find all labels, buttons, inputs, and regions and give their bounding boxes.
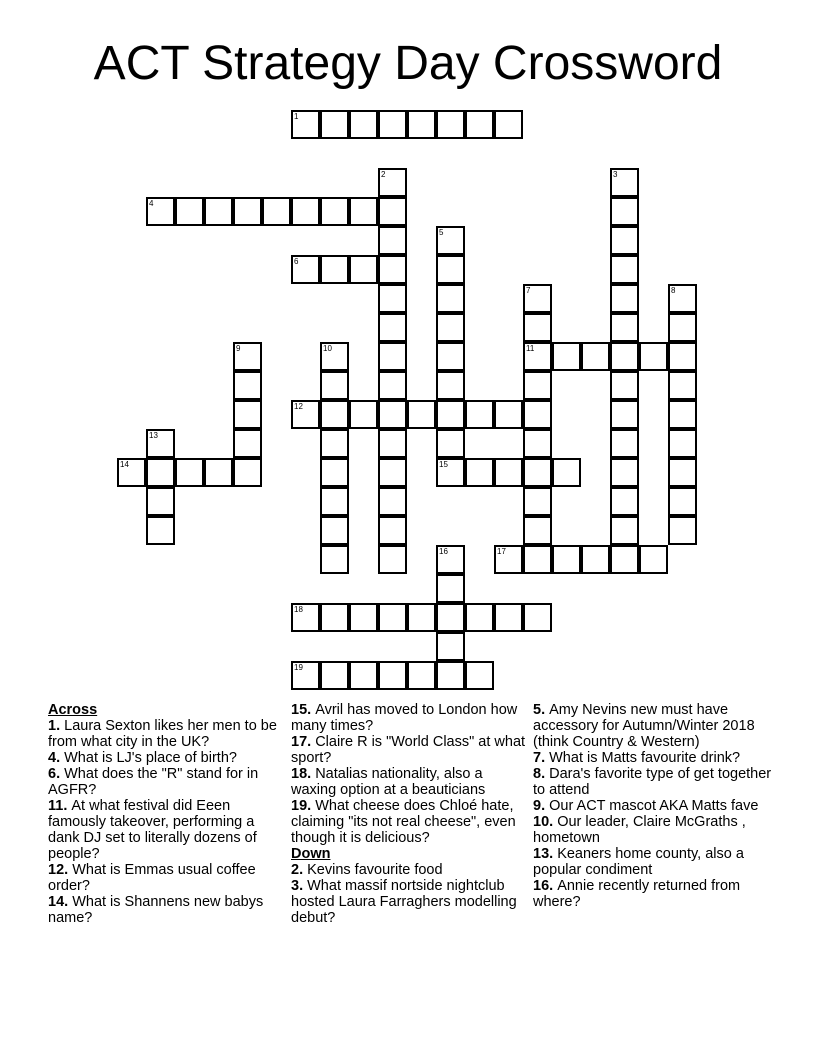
- cell-number: 7: [526, 286, 531, 295]
- grid-cell[interactable]: [436, 458, 465, 487]
- grid-cell[interactable]: [407, 661, 436, 690]
- grid-cell[interactable]: [291, 255, 320, 284]
- grid-cell[interactable]: [436, 574, 465, 603]
- across-clue: [48, 798, 284, 862]
- grid-cell[interactable]: [378, 545, 407, 574]
- clue-text: At what festival did Eeen famously takeover, performing a dank DJ set to literally dozens of people?: [48, 798, 257, 862]
- clue-text: Laura Sexton likes her men to be from what city in the UK?: [48, 718, 277, 750]
- grid-cell[interactable]: [436, 342, 465, 371]
- clue-text: Avril has moved to London how many times?: [291, 702, 518, 734]
- page-title: ACT Strategy Day Crossword: [93, 37, 723, 90]
- clues-column-2: [291, 702, 529, 926]
- grid-cell[interactable]: [436, 632, 465, 661]
- grid-cell[interactable]: [465, 110, 494, 139]
- grid-cell[interactable]: [494, 545, 523, 574]
- grid-cell[interactable]: [378, 255, 407, 284]
- grid-cell[interactable]: [378, 110, 407, 139]
- grid-cell[interactable]: [378, 487, 407, 516]
- grid-cell[interactable]: [610, 255, 639, 284]
- grid-cell[interactable]: [349, 661, 378, 690]
- grid-cell[interactable]: [117, 458, 146, 487]
- grid-cell[interactable]: [233, 371, 262, 400]
- clue-number: 11.: [48, 798, 72, 814]
- clue-number: 9.: [533, 798, 550, 814]
- grid-cell[interactable]: [610, 197, 639, 226]
- grid-cell[interactable]: [320, 429, 349, 458]
- cell-number: 5: [439, 228, 444, 237]
- clue-number: 15.: [291, 702, 316, 718]
- grid-cell[interactable]: [668, 458, 697, 487]
- grid-cell[interactable]: [378, 226, 407, 255]
- clue-text: Our ACT mascot AKA Matts fave: [549, 798, 759, 814]
- clue-text: Natalias nationality, also a waxing option at a beauticians: [291, 766, 486, 798]
- grid-cell[interactable]: [291, 110, 320, 139]
- grid-cell[interactable]: [610, 168, 639, 197]
- clue-number: 18.: [291, 766, 316, 782]
- grid-cell[interactable]: [465, 661, 494, 690]
- across-clue: [291, 798, 529, 846]
- down-clue: [533, 878, 773, 910]
- grid-cell[interactable]: [233, 400, 262, 429]
- clue-text: What is Shannens new babys name?: [48, 894, 264, 926]
- grid-cell[interactable]: [610, 429, 639, 458]
- grid-cell[interactable]: [523, 284, 552, 313]
- across-clue: [291, 766, 529, 798]
- clue-number: 14.: [48, 894, 73, 910]
- grid-cell[interactable]: [146, 487, 175, 516]
- down-clue: [291, 862, 529, 878]
- clue-text: Dara's favorite type of get together to attend: [533, 766, 772, 798]
- grid-cell[interactable]: [610, 516, 639, 545]
- grid-cell[interactable]: [291, 661, 320, 690]
- grid-cell[interactable]: [668, 313, 697, 342]
- clue-number: 16.: [533, 878, 558, 894]
- across-heading: Across: [48, 702, 98, 718]
- grid-cell[interactable]: [146, 197, 175, 226]
- grid-cell[interactable]: [320, 400, 349, 429]
- clue-number: 10.: [533, 814, 558, 830]
- across-clue: [48, 894, 284, 926]
- clue-number: 5.: [533, 702, 550, 718]
- clues-column-1: [48, 702, 284, 926]
- grid-cell[interactable]: [610, 284, 639, 313]
- grid-cell[interactable]: [668, 400, 697, 429]
- cell-number: 10: [323, 344, 332, 353]
- grid-cell[interactable]: [523, 458, 552, 487]
- clue-text: What is LJ's place of birth?: [64, 750, 237, 766]
- grid-cell[interactable]: [465, 400, 494, 429]
- cell-number: 18: [294, 605, 303, 614]
- grid-cell[interactable]: [378, 197, 407, 226]
- grid-cell[interactable]: [668, 487, 697, 516]
- clue-number: 19.: [291, 798, 316, 814]
- grid-cell[interactable]: [610, 313, 639, 342]
- down-clue: [533, 702, 773, 750]
- grid-cell[interactable]: [291, 400, 320, 429]
- cell-number: 4: [149, 199, 154, 208]
- grid-cell[interactable]: [668, 371, 697, 400]
- grid-cell[interactable]: [610, 487, 639, 516]
- clue-text: Our leader, Claire McGraths , hometown: [533, 814, 746, 846]
- cell-number: 19: [294, 663, 303, 672]
- grid-cell[interactable]: [262, 197, 291, 226]
- grid-cell[interactable]: [436, 371, 465, 400]
- grid-cell[interactable]: [436, 400, 465, 429]
- clue-text: What cheese does Chloé hate, claiming "its not real cheese", even though it is delicious?: [291, 798, 516, 846]
- clue-number: 1.: [48, 718, 65, 734]
- grid-cell[interactable]: [407, 603, 436, 632]
- grid-cell[interactable]: [320, 458, 349, 487]
- clue-text: Annie recently returned from where?: [533, 878, 741, 910]
- clue-text: What is Matts favourite drink?: [549, 750, 741, 766]
- cell-number: 8: [671, 286, 676, 295]
- grid-cell[interactable]: [378, 516, 407, 545]
- grid-cell[interactable]: [320, 545, 349, 574]
- grid-cell[interactable]: [436, 545, 465, 574]
- grid-cell[interactable]: [523, 487, 552, 516]
- grid-cell[interactable]: [407, 110, 436, 139]
- grid-cell[interactable]: [378, 313, 407, 342]
- across-clue: [48, 862, 284, 894]
- cell-number: 16: [439, 547, 448, 556]
- clue-number: 3.: [291, 878, 308, 894]
- grid-cell[interactable]: [610, 342, 639, 371]
- clue-text: Claire R is "World Class" at what sport?: [291, 734, 526, 766]
- grid-cell[interactable]: [494, 400, 523, 429]
- clue-text: Amy Nevins new must have accessory for Autumn/Winter 2018 (think Country & Western): [533, 702, 755, 750]
- grid-cell[interactable]: [291, 197, 320, 226]
- grid-cell[interactable]: [523, 516, 552, 545]
- grid-cell[interactable]: [378, 400, 407, 429]
- down-clue: [533, 846, 773, 878]
- clue-text: Kevins favourite food: [307, 862, 443, 878]
- grid-cell[interactable]: [523, 342, 552, 371]
- grid-cell[interactable]: [320, 516, 349, 545]
- grid-cell[interactable]: [349, 255, 378, 284]
- grid-cell[interactable]: [436, 284, 465, 313]
- grid-cell[interactable]: [494, 458, 523, 487]
- grid-cell[interactable]: [146, 458, 175, 487]
- grid-cell[interactable]: [523, 371, 552, 400]
- grid-cell[interactable]: [378, 371, 407, 400]
- grid-cell[interactable]: [320, 371, 349, 400]
- grid-cell[interactable]: [436, 226, 465, 255]
- grid-cell[interactable]: [291, 603, 320, 632]
- grid-cell[interactable]: [378, 603, 407, 632]
- clue-text: Keaners home county, also a popular condiment: [533, 846, 744, 878]
- across-clue: [48, 766, 284, 798]
- grid-cell[interactable]: [610, 458, 639, 487]
- clue-number: 4.: [48, 750, 65, 766]
- cell-number: 3: [613, 170, 618, 179]
- clue-number: 7.: [533, 750, 550, 766]
- grid-cell[interactable]: [610, 400, 639, 429]
- across-clue: [291, 702, 529, 734]
- cell-number: 2: [381, 170, 386, 179]
- grid-cell[interactable]: [465, 603, 494, 632]
- down-clue: [533, 766, 773, 798]
- grid-cell[interactable]: [233, 429, 262, 458]
- grid-cell[interactable]: [320, 487, 349, 516]
- grid-cell[interactable]: [581, 342, 610, 371]
- clue-text: What is Emmas usual coffee order?: [48, 862, 256, 894]
- grid-cell[interactable]: [378, 284, 407, 313]
- across-clue: [48, 750, 284, 766]
- grid-cell[interactable]: [349, 603, 378, 632]
- clue-number: 6.: [48, 766, 65, 782]
- grid-cell[interactable]: [378, 458, 407, 487]
- grid-cell[interactable]: [668, 516, 697, 545]
- grid-cell[interactable]: [233, 458, 262, 487]
- grid-cell[interactable]: [668, 429, 697, 458]
- grid-cell[interactable]: [552, 458, 581, 487]
- grid-cell[interactable]: [175, 197, 204, 226]
- grid-cell[interactable]: [233, 342, 262, 371]
- grid-cell[interactable]: [436, 110, 465, 139]
- cell-number: 11: [526, 344, 535, 353]
- grid-cell[interactable]: [378, 342, 407, 371]
- grid-cell[interactable]: [320, 342, 349, 371]
- grid-cell[interactable]: [349, 110, 378, 139]
- grid-cell[interactable]: [378, 168, 407, 197]
- grid-cell[interactable]: [320, 603, 349, 632]
- grid-cell[interactable]: [349, 400, 378, 429]
- cell-number: 15: [439, 460, 448, 469]
- grid-cell[interactable]: [378, 429, 407, 458]
- grid-cell[interactable]: [378, 661, 407, 690]
- cell-number: 9: [236, 344, 241, 353]
- grid-cell[interactable]: [668, 284, 697, 313]
- grid-cell[interactable]: [146, 429, 175, 458]
- clue-number: 12.: [48, 862, 73, 878]
- down-clue: [533, 798, 773, 814]
- down-heading: Down: [291, 846, 331, 862]
- grid-cell[interactable]: [581, 545, 610, 574]
- down-clue: [291, 878, 529, 926]
- clues-column-3: [533, 702, 773, 910]
- grid-cell[interactable]: [639, 342, 668, 371]
- grid-cell[interactable]: [407, 400, 436, 429]
- grid-cell[interactable]: [552, 342, 581, 371]
- cell-number: 13: [149, 431, 158, 440]
- grid-cell[interactable]: [320, 255, 349, 284]
- grid-cell[interactable]: [494, 110, 523, 139]
- grid-cell[interactable]: [523, 429, 552, 458]
- grid-cell[interactable]: [204, 197, 233, 226]
- across-clue: [291, 734, 529, 766]
- grid-cell[interactable]: [668, 342, 697, 371]
- grid-cell[interactable]: [320, 197, 349, 226]
- grid-cell[interactable]: [523, 400, 552, 429]
- grid-cell[interactable]: [436, 255, 465, 284]
- grid-cell[interactable]: [494, 603, 523, 632]
- grid-cell[interactable]: [610, 226, 639, 255]
- grid-cell[interactable]: [436, 429, 465, 458]
- down-clue: [533, 750, 773, 766]
- down-clue: [533, 814, 773, 846]
- across-clue: [48, 718, 284, 750]
- grid-cell[interactable]: [436, 603, 465, 632]
- clue-number: 17.: [291, 734, 316, 750]
- grid-cell[interactable]: [639, 545, 668, 574]
- grid-cell[interactable]: [146, 516, 175, 545]
- grid-cell[interactable]: [523, 603, 552, 632]
- grid-cell[interactable]: [175, 458, 204, 487]
- cell-number: 14: [120, 460, 129, 469]
- cell-number: 1: [294, 112, 299, 121]
- grid-cell[interactable]: [523, 313, 552, 342]
- grid-cell[interactable]: [610, 545, 639, 574]
- grid-cell[interactable]: [320, 110, 349, 139]
- grid-cell[interactable]: [465, 458, 494, 487]
- cell-number: 12: [294, 402, 303, 411]
- cell-number: 6: [294, 257, 299, 266]
- grid-cell[interactable]: [436, 661, 465, 690]
- grid-cell[interactable]: [523, 545, 552, 574]
- cell-number: 17: [497, 547, 506, 556]
- grid-cell[interactable]: [552, 545, 581, 574]
- clue-number: 8.: [533, 766, 550, 782]
- clue-number: 13.: [533, 846, 558, 862]
- grid-cell[interactable]: [233, 197, 262, 226]
- clue-text: What does the "R" stand for in AGFR?: [48, 766, 259, 798]
- clue-number: 2.: [291, 862, 308, 878]
- grid-cell[interactable]: [349, 197, 378, 226]
- grid-cell[interactable]: [610, 371, 639, 400]
- grid-cell[interactable]: [320, 661, 349, 690]
- clue-text: What massif nortside nightclub hosted Laura Farraghers modelling debut?: [291, 878, 517, 926]
- grid-cell[interactable]: [436, 313, 465, 342]
- grid-cell[interactable]: [204, 458, 233, 487]
